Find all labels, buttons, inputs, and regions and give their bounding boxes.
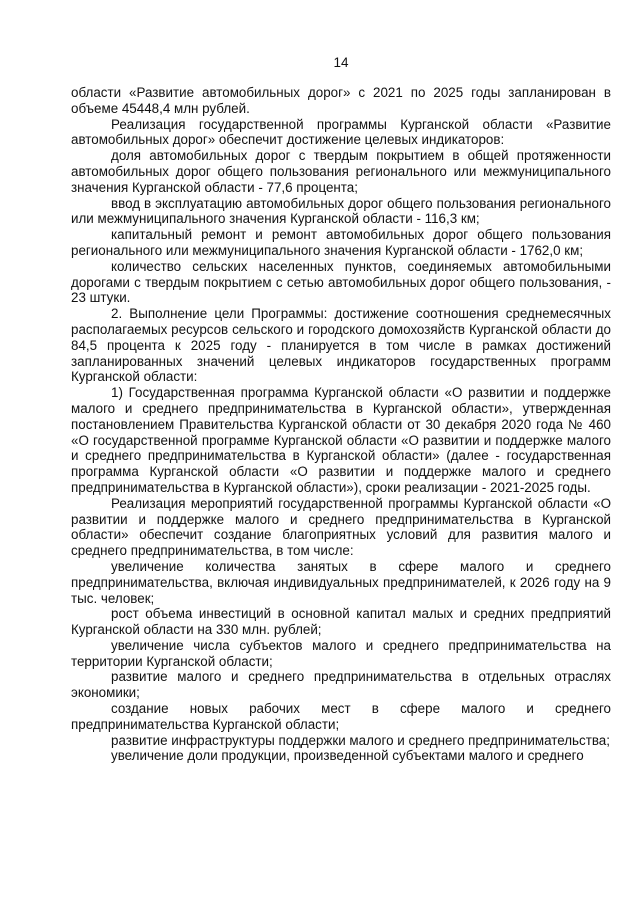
paragraph-road-funding: области «Развитие автомобильных дорог» с 2021 по 2025 годы запланирован в объеме 45448,4 млн рублей. (71, 85, 611, 116)
paragraph-sme-count: увеличение числа субъектов малого и среднего предпринимательства на территории Курганской области; (71, 637, 611, 669)
document-body (71, 85, 611, 764)
paragraph-sme-investment: рост объема инвестиций в основной капитал малых и средних предприятий Курганской области на 330 млн. рублей; (71, 606, 611, 638)
paragraph-road-repair: капитальный ремонт и ремонт автомобильных дорог общего пользования регионального или межмуниципального значения Курганской области - 1762,0 км; (71, 227, 611, 258)
paragraph-road-commissioning: ввод в эксплуатацию автомобильных дорог общего пользования регионального или межмуниципального значения Курганской области - 116,3 км; (71, 195, 611, 227)
page-number: 14 (333, 55, 349, 70)
paragraph-hard-surface-share: доля автомобильных дорог с твердым покрытием в общей протяженности автомобильных дорог общего пользования регионального или межмуниципального значения Курганской области - 77,6 процента; (71, 148, 611, 195)
paragraph-sme-program: 1) Государственная программа Курганской области «О развитии и поддержке малого и среднего предпринимательства в Курганской области», утвержденная постановлением Правительства Курганской области от 30 декабря 2020 года № 460 «О государственной программе Курганской области «О развитии и поддержке малого и среднего предпринимательства в Курганской области» (далее - государственная программа Курганской области «О развитии и поддержке малого и среднего предпринимательства в Курганской области»), сроки реализации - 2021-2025 годы. (71, 385, 611, 495)
paragraph-sme-infrastructure: развитие инфраструктуры поддержки малого и среднего предпринимательства; (111, 732, 610, 748)
paragraph-sme-sectors: развитие малого и среднего предпринимательства в отдельных отраслях экономики; (71, 669, 611, 701)
paragraph-rural-settlements: количество сельских населенных пунктов, соединяемых автомобильными дорогами с твердым покрытием с сетью автомобильных дорог общего пользования, - 23 штуки. (71, 258, 611, 306)
paragraph-road-program-indicators: Реализация государственной программы Курганской области «Развитие автомобильных дорог» обеспечит достижение целевых индикаторов: (71, 116, 611, 148)
paragraph-sme-product-share: увеличение доли продукции, произведенной субъектами малого и среднего (111, 748, 584, 764)
paragraph-sme-jobs: создание новых рабочих мест в сфере малого и среднего предпринимательства Курганской области; (71, 701, 611, 732)
paragraph-goal-2: 2. Выполнение цели Программы: достижение соотношения среднемесячных располагаемых ресурсов сельского и городского домохозяйств Курганской области до 84,5 процента к 2025 году - планируется в том числе в рамках достижений запланированных значений целевых индикаторов государственных программ Курганской области: (71, 306, 611, 385)
paragraph-sme-implementation: Реализация мероприятий государственной программы Курганской области «О развитии и поддержке малого и среднего предпринимательства в Курганской области» обеспечит создание благоприятных условий для развития малого и среднего предпринимательства, в том числе: (71, 495, 611, 559)
paragraph-sme-employment: увеличение количества занятых в сфере малого и среднего предпринимательства, включая индивидуальных предпринимателей, к 2026 году на 9 тыс. человек; (71, 558, 611, 606)
